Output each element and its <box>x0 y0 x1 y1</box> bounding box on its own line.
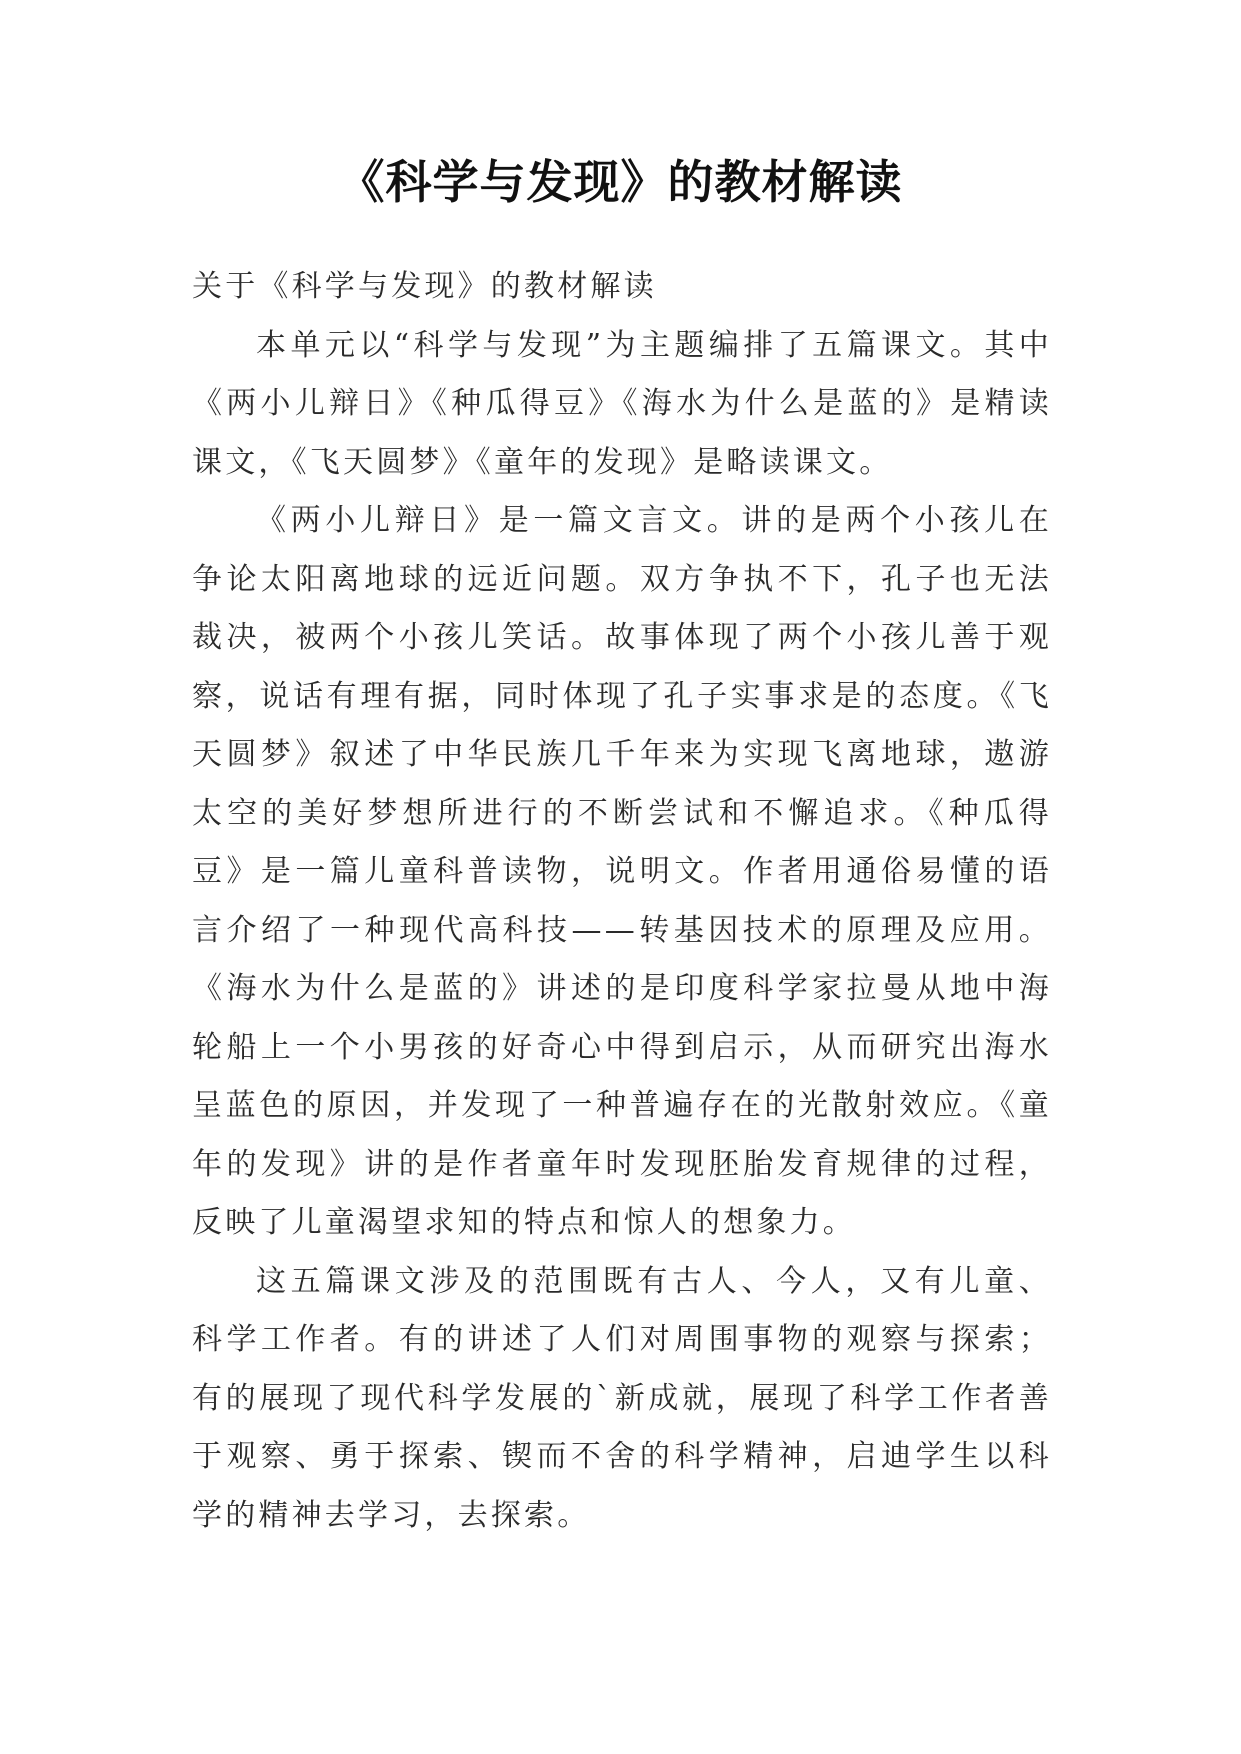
paragraph: 《两小儿辩日》是一篇文言文。讲的是两个小孩儿在争论太阳离地球的远近问题。双方争执不下，孔子也无法裁决，被两个小孩儿笑话。故事体现了两个小孩儿善于观察，说话有理有据，同时体现了孔子实事求是的态度。《飞天圆梦》叙述了中华民族几千年来为实现飞离地球，遨游太空的美好梦想所进行的不断尝试和不懈追求。《种瓜得豆》是一篇儿童科普读物，说明文。作者用通俗易懂的语言介绍了一种现代高科技——转基因技术的原理及应用。《海水为什么是蓝的》讲述的是印度科学家拉曼从地中海轮船上一个小男孩的好奇心中得到启示，从而研究出海水呈蓝色的原因，并发现了一种普遍存在的光散射效应。《童年的发现》讲的是作者童年时发现胚胎发育规律的过程，反映了儿童渴望求知的特点和惊人的想象力。 <box>192 503 1052 1240</box>
document-body <box>192 258 1052 1545</box>
document-subtitle: 关于《科学与发现》的教材解读 <box>192 269 657 304</box>
paragraph: 这五篇课文涉及的范围既有古人、今人，又有儿童、科学工作者。有的讲述了人们对周围事物的观察与探索；有的展现了现代科学发展的`新成就，展现了科学工作者善于观察、勇于探索、锲而不舍的科学精神，启迪学生以科学的精神去学习，去探索。 <box>192 1263 1052 1533</box>
document-title: 《科学与发现》的教材解读 <box>338 155 903 209</box>
paragraph: 本单元以“科学与发现”为主题编排了五篇课文。其中《两小儿辩日》《种瓜得豆》《海水为什么是蓝的》是精读课文，《飞天圆梦》《童年的发现》是略读课文。 <box>192 327 1052 480</box>
